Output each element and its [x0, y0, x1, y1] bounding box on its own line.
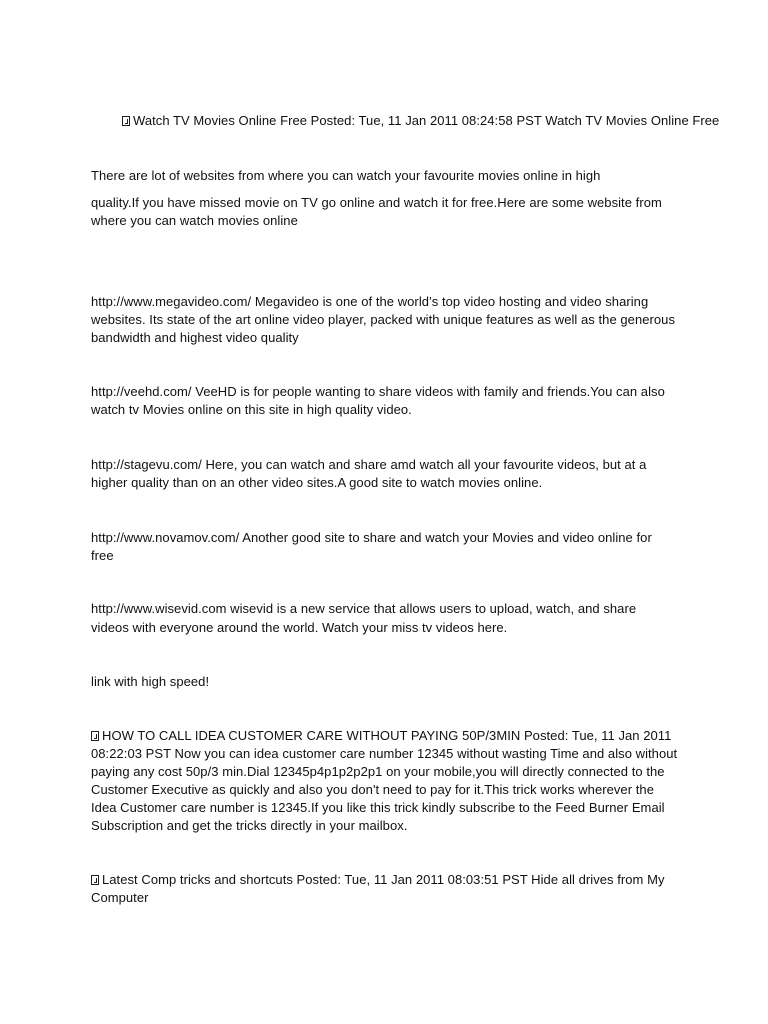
- post2-title-text: HOW TO CALL IDEA CUSTOMER CARE WITHOUT PAYING 50P/3MIN Posted: Tue, 11 Jan 2011: [102, 728, 672, 743]
- post3-line-2: Computer: [91, 890, 149, 905]
- closing-line: link with high speed!: [91, 674, 210, 689]
- site-novamov-line-2: free: [91, 548, 114, 563]
- site-veehd-line-2: watch tv Movies online on this site in high quality video.: [91, 402, 412, 417]
- post2-line-6: Subscription and get the tricks directly in your mailbox.: [91, 818, 408, 833]
- site-megavideo-line-1: http://www.megavideo.com/ Megavideo is one of the world’s top video hosting and video sharing: [91, 294, 649, 309]
- intro-line-1: There are lot of websites from where you can watch your favourite movies online in high: [91, 168, 601, 183]
- post2-line-4: Customer Executive as quickly and also you don't need to pay for it.This trick works wherever the: [91, 782, 654, 797]
- post-title-text: Watch TV Movies Online Free Posted: Tue, 11 Jan 2011 08:24:58 PST Watch TV Movies Online Free: [133, 113, 720, 128]
- site-megavideo-line-2: websites. Its state of the art online video player, packed with unique features as well as the generous: [91, 312, 675, 327]
- intro-line-3: where you can watch movies online: [91, 213, 298, 228]
- intro-line-2: quality.If you have missed movie on TV go online and watch it for free.Here are some website from: [91, 195, 662, 210]
- missing-glyph-icon: [122, 116, 130, 126]
- site-wisevid-line-2: videos with everyone around the world. Watch your miss tv videos here.: [91, 620, 508, 635]
- post2-line-2: 08:22:03 PST Now you can idea customer care number 12345 without wasting Time and also without: [91, 746, 678, 761]
- missing-glyph-icon: [91, 875, 99, 885]
- site-veehd-line-1: http://veehd.com/ VeeHD is for people wanting to share videos with family and friends.You can also: [91, 384, 665, 399]
- post-title-line: [122, 112, 719, 130]
- post3-title-text: Latest Comp tricks and shortcuts Posted: Tue, 11 Jan 2011 08:03:51 PST Hide all drives from My: [102, 872, 665, 887]
- post2-line-5: Idea Customer care number is 12345.If you like this trick kindly subscribe to the Feed Burner Email: [91, 800, 665, 815]
- missing-glyph-icon: [91, 731, 99, 741]
- site-megavideo-line-3: bandwidth and highest video quality: [91, 330, 299, 345]
- site-wisevid-line-1: http://www.wisevid.com wisevid is a new service that allows users to upload, watch, and share: [91, 601, 637, 616]
- post3-line-1: [91, 871, 665, 889]
- site-stagevu-line-2: higher quality than on an other video sites.A good site to watch movies online.: [91, 475, 543, 490]
- site-novamov-line-1: http://www.novamov.com/ Another good site to share and watch your Movies and video online for: [91, 530, 652, 545]
- post2-line-3: paying any cost 50p/3 min.Dial 12345p4p1p2p2p1 on your mobile,you will directly connected to the: [91, 764, 665, 779]
- site-stagevu-line-1: http://stagevu.com/ Here, you can watch and share amd watch all your favourite videos, but at a: [91, 457, 647, 472]
- post2-line-1: [91, 727, 671, 745]
